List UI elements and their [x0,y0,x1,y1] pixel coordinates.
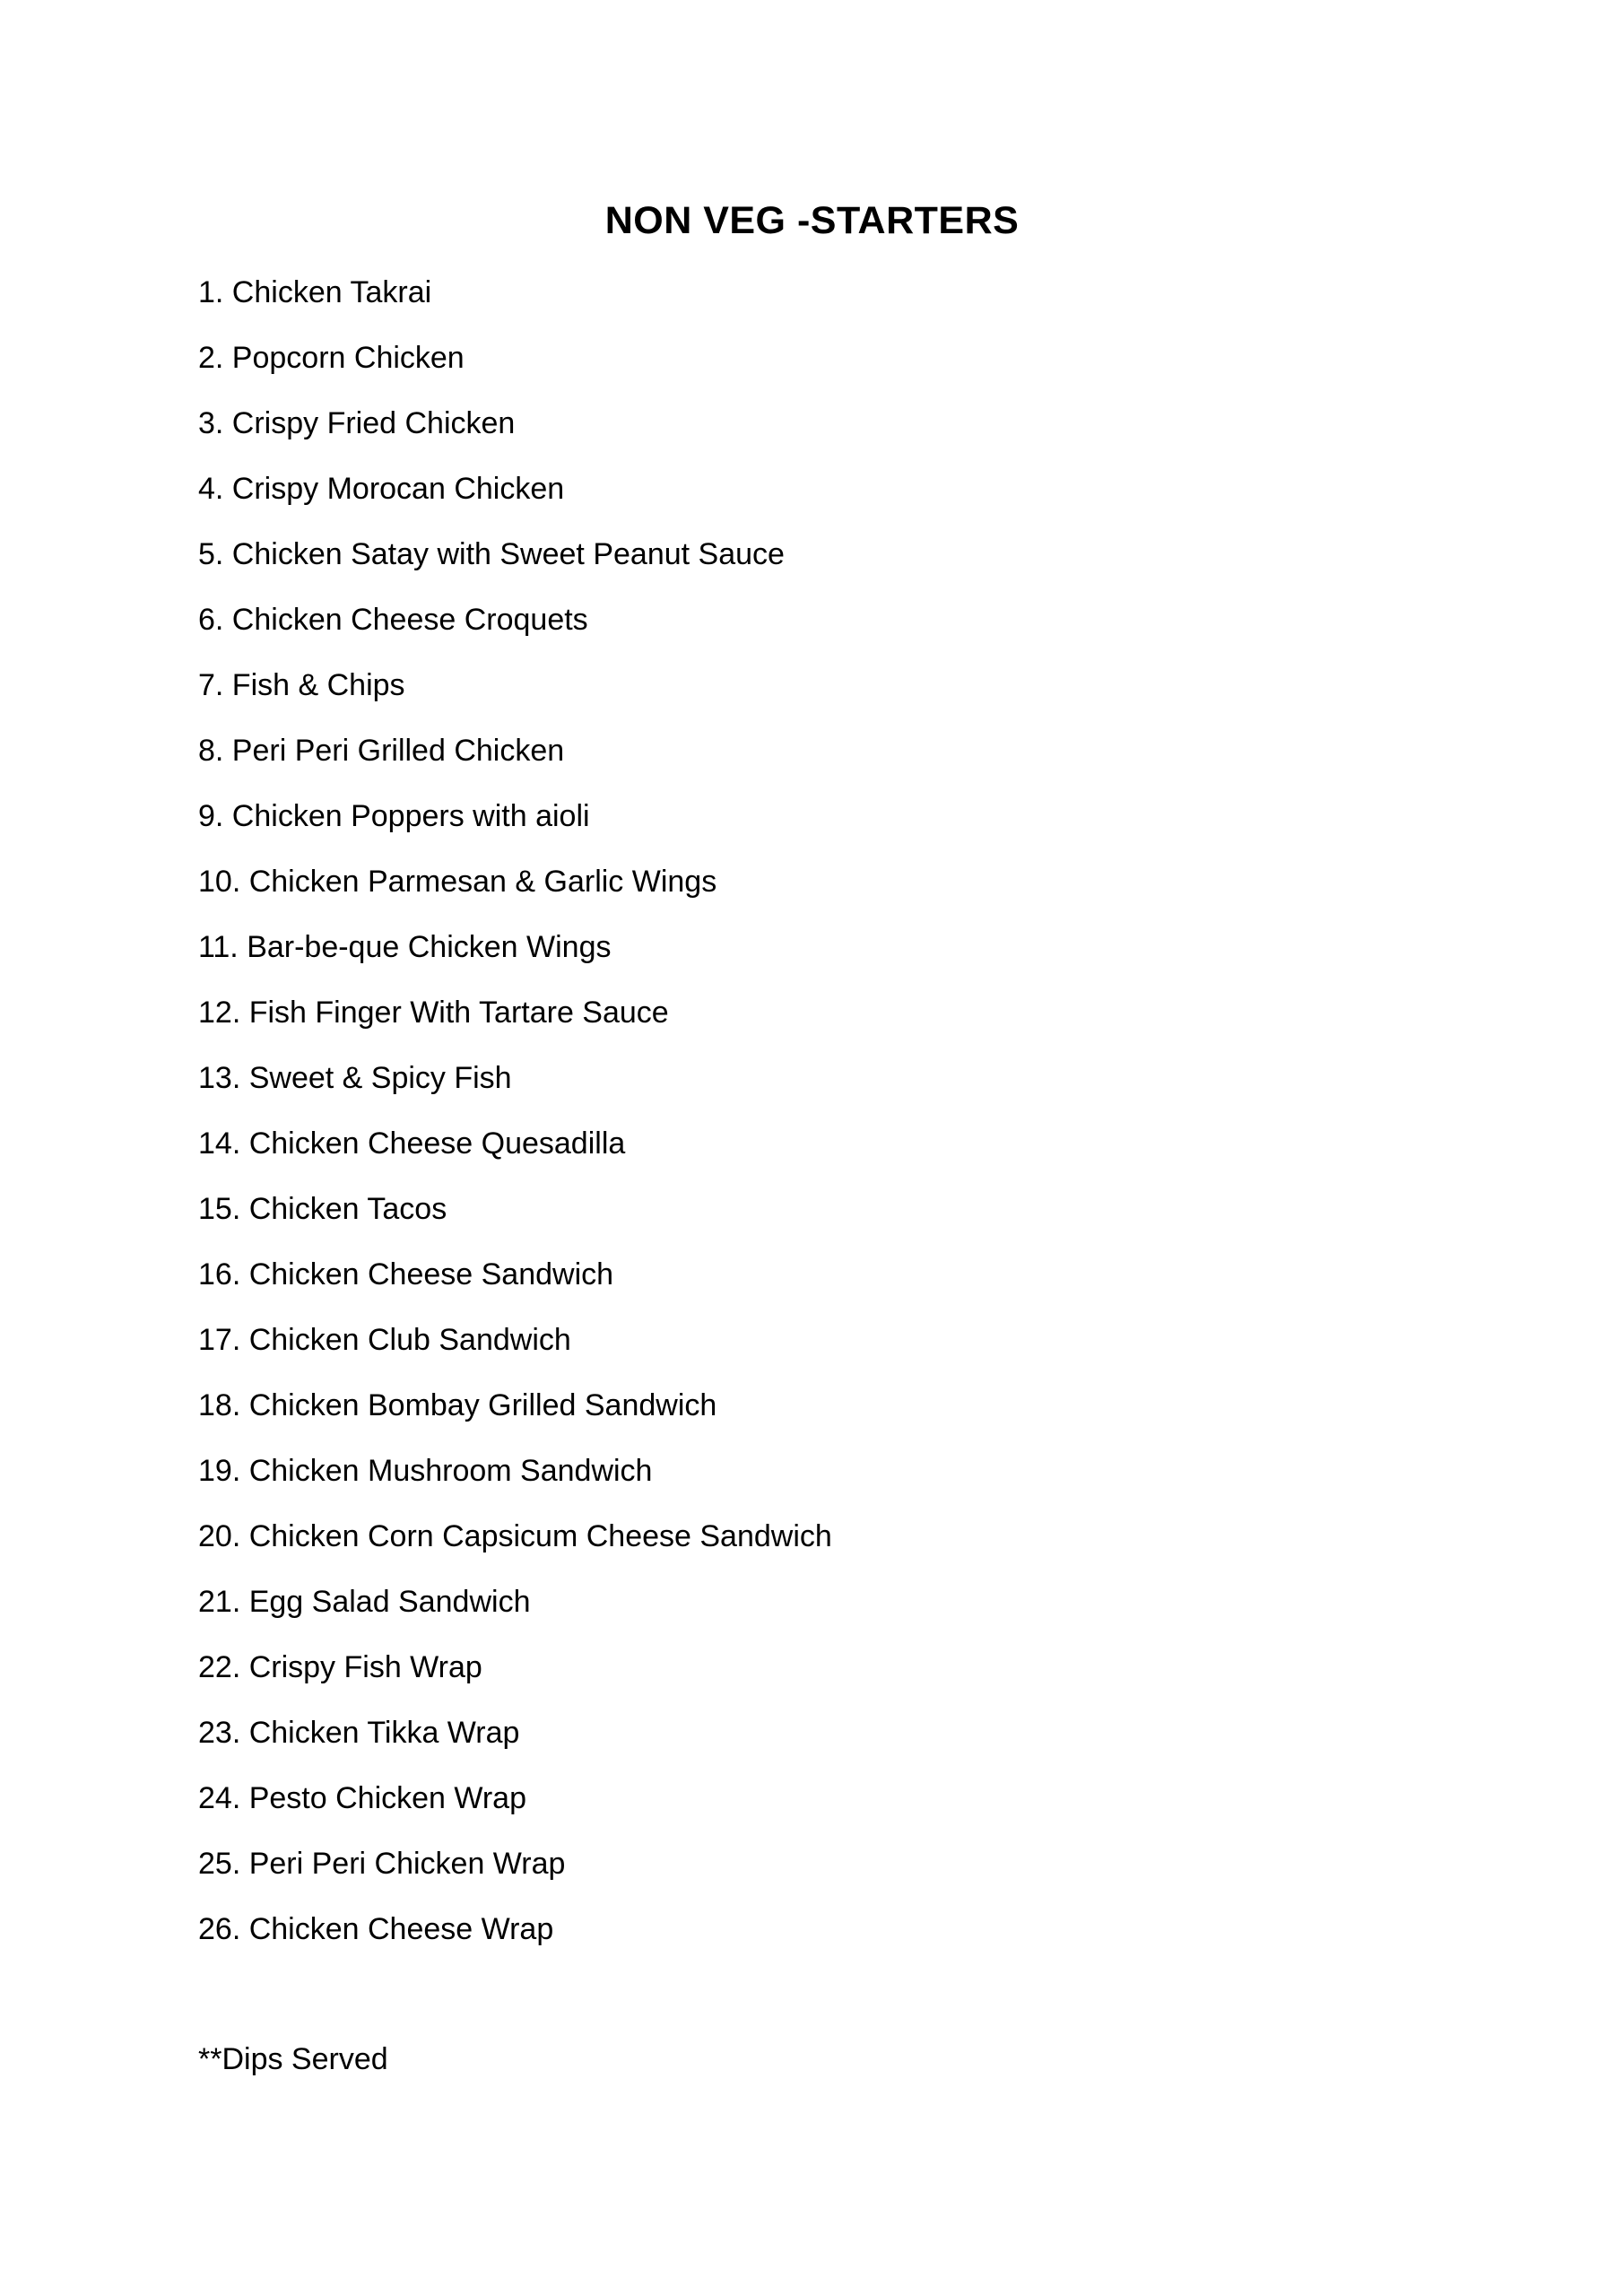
list-item: 3. Crispy Fried Chicken [198,406,516,440]
list-item: 18. Chicken Bombay Grilled Sandwich [198,1388,717,1422]
list-item: 15. Chicken Tacos [198,1192,447,1226]
list-item: 7. Fish & Chips [198,668,405,702]
list-item: 26. Chicken Cheese Wrap [198,1912,554,1946]
list-item: 8. Peri Peri Grilled Chicken [198,734,565,768]
list-item: 16. Chicken Cheese Sandwich [198,1257,614,1292]
list-item: 22. Crispy Fish Wrap [198,1650,482,1684]
list-item: 13. Sweet & Spicy Fish [198,1061,512,1095]
list-item: 5. Chicken Satay with Sweet Peanut Sauce [198,537,785,571]
page-title: NON VEG -STARTERS [604,199,1020,242]
list-item: 11. Bar-be-que Chicken Wings [198,930,612,964]
list-item: 12. Fish Finger With Tartare Sauce [198,996,669,1030]
list-item: 9. Chicken Poppers with aioli [198,799,590,833]
dips-note: **Dips Served [198,2042,388,2076]
list-item: 23. Chicken Tikka Wrap [198,1716,520,1750]
list-item: 6. Chicken Cheese Croquets [198,603,588,637]
list-item: 4. Crispy Morocan Chicken [198,472,565,506]
list-item: 25. Peri Peri Chicken Wrap [198,1847,566,1881]
list-item: 1. Chicken Takrai [198,275,432,309]
list-item: 24. Pesto Chicken Wrap [198,1781,526,1815]
list-item: 20. Chicken Corn Capsicum Cheese Sandwich [198,1519,832,1553]
menu-list [198,274,832,1977]
list-item: 19. Chicken Mushroom Sandwich [198,1454,653,1488]
list-item: 17. Chicken Club Sandwich [198,1323,571,1357]
list-item: 2. Popcorn Chicken [198,341,465,375]
list-item: 14. Chicken Cheese Quesadilla [198,1126,626,1161]
list-item: 10. Chicken Parmesan & Garlic Wings [198,865,717,899]
list-item: 21. Egg Salad Sandwich [198,1585,531,1619]
